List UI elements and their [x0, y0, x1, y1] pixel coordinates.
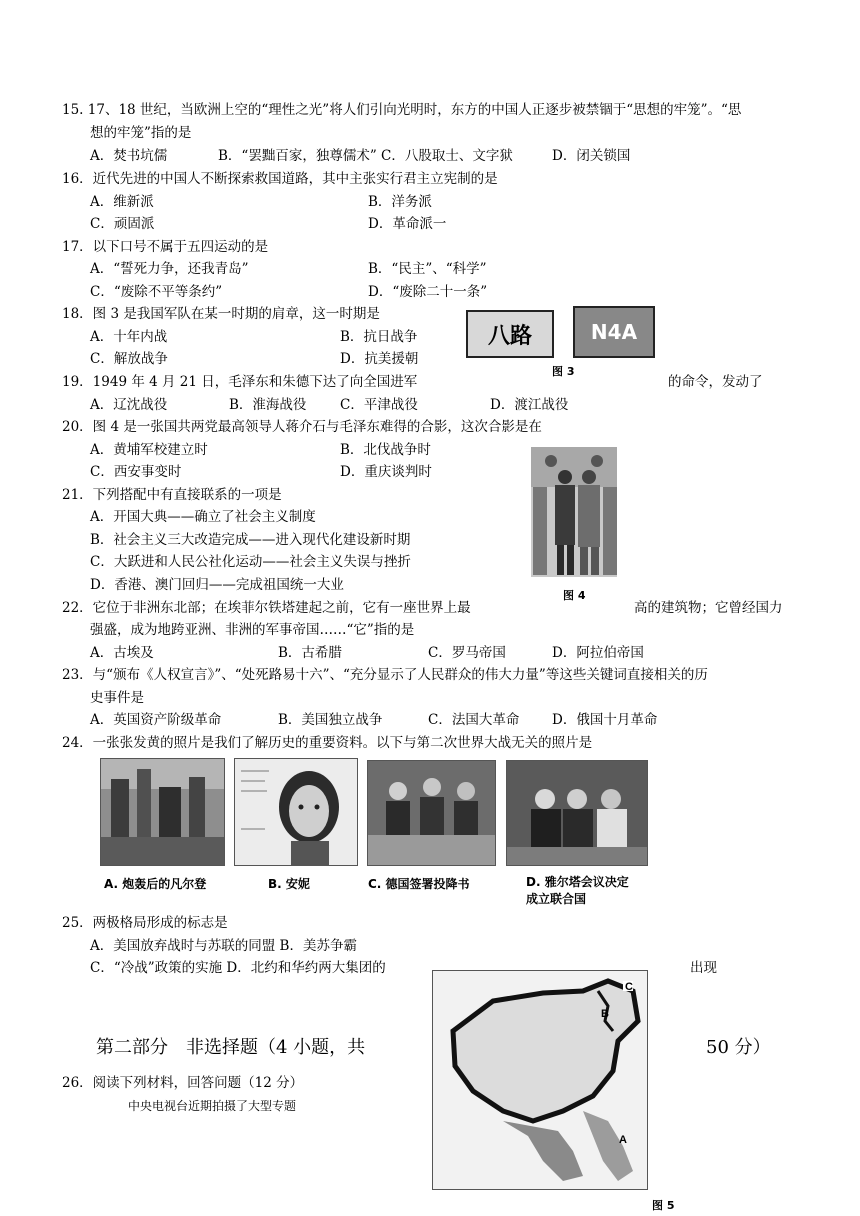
q24-stem: 24．一张张发黄的照片是我们了解历史的重要资料。以下与第二次世界大战无关的照片是 [62, 735, 593, 751]
q22-option-c: C．罗马帝国 [428, 645, 506, 661]
q16-option-c: C．顽固派 [90, 216, 155, 232]
q15-option-b: B．“罢黜百家，独尊儒术” C．八股取士、文字狱 [218, 148, 513, 164]
q23-option-a: A．英国资产阶级革命 [90, 712, 222, 728]
photo-anne-frank [234, 758, 358, 866]
q21-option-c: C．大跃进和人民公社化运动——社会主义失误与挫折 [90, 554, 411, 570]
part2-heading-left: 第二部分 非选择题（4 小题，共 [96, 1037, 366, 1058]
q16-option-d: D．革命派一 [368, 216, 447, 232]
q19-stem-right: 的命令，发动了 [668, 374, 763, 390]
q26-stem: 26．阅读下列材料，回答问题（12 分） [62, 1075, 304, 1091]
q25-options-cd-left: C．“冷战”政策的实施 D．北约和华约两大集团的 [90, 960, 386, 976]
photo-caption-d: D. 雅尔塔会议决定成立联合国 [526, 875, 629, 906]
q21-option-d: D．香港、澳门回归——完成祖国统一大业 [90, 577, 344, 593]
map-label-c: C [625, 981, 633, 993]
q22-option-a: A．古埃及 [90, 645, 154, 661]
q21-option-b: B．社会主义三大改造完成——进入现代化建设新时期 [90, 532, 411, 548]
figure-3-caption: 图 3 [552, 365, 575, 378]
photo-caption-c: C. 德国签署投降书 [368, 877, 470, 891]
q20-option-a: A．黄埔军校建立时 [90, 442, 208, 458]
q25-options-ab: A．美国放弃战时与苏联的同盟 B．美苏争霸 [90, 938, 357, 954]
q19-option-b: B．淮海战役 [229, 397, 307, 413]
map-label-b: B [601, 1008, 609, 1020]
q19-option-d: D．渡江战役 [490, 397, 569, 413]
photo-caption-b: B. 安妮 [268, 877, 310, 891]
q18-option-a: A．十年内战 [90, 329, 168, 345]
q19-stem-left: 19．1949 年 4 月 21 日，毛泽东和朱德下达了向全国进军 [62, 374, 418, 390]
q21-option-a: A．开国大典——确立了社会主义制度 [90, 509, 316, 525]
q22-stem-left: 22．它位于非洲东北部；在埃菲尔铁塔建起之前，它有一座世界上最 [62, 600, 471, 616]
q17-option-c: C．“废除不平等条约” [90, 284, 223, 300]
q15-stem-line2: 想的牢笼”指的是 [90, 125, 192, 141]
q17-option-d: D．“废除二十一条” [368, 284, 488, 300]
q16-option-b: B．洋务派 [368, 194, 432, 210]
map-label-a: A [619, 1134, 627, 1146]
q22-stem-line2: 强盛，成为地跨亚洲、非洲的军事帝国……“它”指的是 [90, 622, 415, 638]
new-fourth-army-badge: N4A [573, 306, 655, 358]
q23-stem-line1: 23．与“颁布《人权宣言》”、“处死路易十六”、“充分显示了人民群众的伟大力量”等这些关键词直接相关的历 [62, 667, 708, 683]
photo-verdun-ruins [100, 758, 225, 866]
figure-5-caption: 图 5 [652, 1199, 675, 1212]
q15-stem-line1: 15. 17、18 世纪，当欧洲上空的“理性之光”将人们引向光明时，东方的中国人正逐步被禁锢于“思想的牢笼”。“思 [62, 102, 742, 118]
q22-option-d: D．阿拉伯帝国 [552, 645, 644, 661]
q16-stem: 16．近代先进的中国人不断探索救国道路，其中主张实行君主立宪制的是 [62, 171, 498, 187]
q23-option-d: D．俄国十月革命 [552, 712, 658, 728]
photo-german-surrender [367, 760, 496, 866]
q18-option-c: C．解放战争 [90, 351, 168, 367]
q25-stem: 25．两极格局形成的标志是 [62, 915, 228, 931]
q20-option-c: C．西安事变时 [90, 464, 182, 480]
part2-heading-right: 50 分） [706, 1037, 771, 1058]
q25-options-cd-right: 出现 [690, 960, 717, 976]
q23-option-c: C．法国大革命 [428, 712, 520, 728]
q17-stem: 17．以下口号不属于五四运动的是 [62, 239, 269, 255]
q17-option-b: B．“民主”、“科学” [368, 261, 487, 277]
q18-stem: 18．图 3 是我国军队在某一时期的肩章，这一时期是 [62, 306, 380, 322]
q20-stem: 20．图 4 是一张国共两党最高领导人蒋介石与毛泽东难得的合影，这次合影是在 [62, 419, 542, 435]
q23-option-b: B．美国独立战争 [278, 712, 383, 728]
q23-stem-line2: 史事件是 [90, 690, 144, 706]
q15-option-d: D．闭关锁国 [552, 148, 631, 164]
q20-option-b: B．北伐战争时 [340, 442, 431, 458]
q26-material: 中央电视台近期拍摄了大型专题 [128, 1099, 297, 1113]
q22-stem-right: 高的建筑物；它曾经国力 [634, 600, 783, 616]
q18-option-d: D．抗美援朝 [340, 351, 419, 367]
q16-option-a: A．维新派 [90, 194, 154, 210]
figure-4-caption: 图 4 [563, 589, 586, 602]
q15-option-a: A．焚书坑儒 [90, 148, 168, 164]
q17-option-a: A．“誓死力争，还我青岛” [90, 261, 249, 277]
q19-option-a: A．辽沈战役 [90, 397, 168, 413]
photo-yalta-conference [506, 760, 648, 866]
q21-stem: 21．下列搭配中有直接联系的一项是 [62, 487, 282, 503]
eighth-route-army-badge: 八路 [466, 310, 554, 358]
photo-caption-a: A. 炮轰后的凡尔登 [104, 877, 207, 891]
q22-option-b: B．古希腊 [278, 645, 342, 661]
q19-option-c: C．平津战役 [340, 397, 418, 413]
q18-option-b: B．抗日战争 [340, 329, 418, 345]
q20-option-d: D．重庆谈判时 [340, 464, 432, 480]
figure-4-photo [531, 447, 617, 577]
figure-5-map [432, 970, 648, 1190]
